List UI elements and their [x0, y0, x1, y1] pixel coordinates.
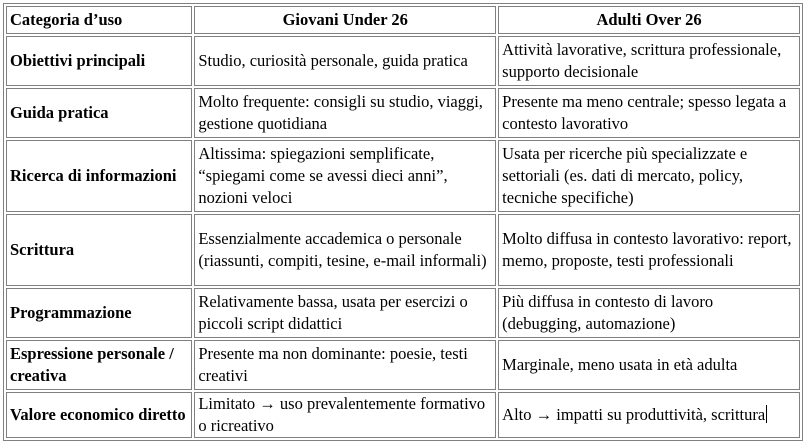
table-row	[6, 88, 800, 138]
document-page	[3, 3, 803, 441]
header-over26: Adulti Over 26	[498, 6, 800, 34]
row-category: Valore economico diretto	[6, 392, 192, 438]
row-under26: Presente ma non dominante: poesie, testi creativi	[194, 340, 496, 390]
table-row	[6, 36, 800, 86]
row-category: Espressione personale / creativa	[6, 340, 192, 390]
row-over26: Molto diffusa in contesto lavorativo: report, memo, proposte, testi professionali	[498, 214, 800, 286]
text-cursor	[766, 405, 767, 423]
table-row	[6, 340, 800, 390]
table-row	[6, 288, 800, 338]
row-category: Obiettivi principali	[6, 36, 192, 86]
row-over26: Attività lavorative, scrittura professionale, supporto decisionale	[498, 36, 800, 86]
table-row	[6, 140, 800, 212]
header-row	[6, 6, 800, 34]
table-row	[6, 214, 800, 286]
table-row	[6, 392, 800, 438]
comparison-table	[3, 3, 803, 441]
row-over26: Presente ma meno centrale; spesso legata a contesto lavorativo	[498, 88, 800, 138]
row-under26: Essenzialmente accademica o personale (riassunti, compiti, tesine, e-mail informali)	[194, 214, 496, 286]
row-category: Scrittura	[6, 214, 192, 286]
row-over26: Alto → impatti su produttività, scrittura	[502, 405, 766, 424]
row-under26: Relativamente bassa, usata per esercizi o piccoli script didattici	[194, 288, 496, 338]
row-category: Guida pratica	[6, 88, 192, 138]
row-category: Ricerca di informazioni	[6, 140, 192, 212]
row-over26: Usata per ricerche più specializzate e settoriali (es. dati di mercato, policy, tecniche specifiche)	[498, 140, 800, 212]
row-under26: Limitato → uso prevalentemente formativo o ricreativo	[194, 392, 496, 438]
header-category: Categoria d’uso	[6, 6, 192, 34]
row-under26: Studio, curiosità personale, guida pratica	[194, 36, 496, 86]
row-over26: Marginale, meno usata in età adulta	[498, 340, 800, 390]
row-under26: Molto frequente: consigli su studio, viaggi, gestione quotidiana	[194, 88, 496, 138]
row-over26-editable[interactable]	[498, 392, 800, 438]
header-under26: Giovani Under 26	[194, 6, 496, 34]
row-over26: Più diffusa in contesto di lavoro (debugging, automazione)	[498, 288, 800, 338]
row-under26: Altissima: spiegazioni semplificate, “spiegami come se avessi dieci anni”, nozioni veloci	[194, 140, 496, 212]
row-category: Programmazione	[6, 288, 192, 338]
